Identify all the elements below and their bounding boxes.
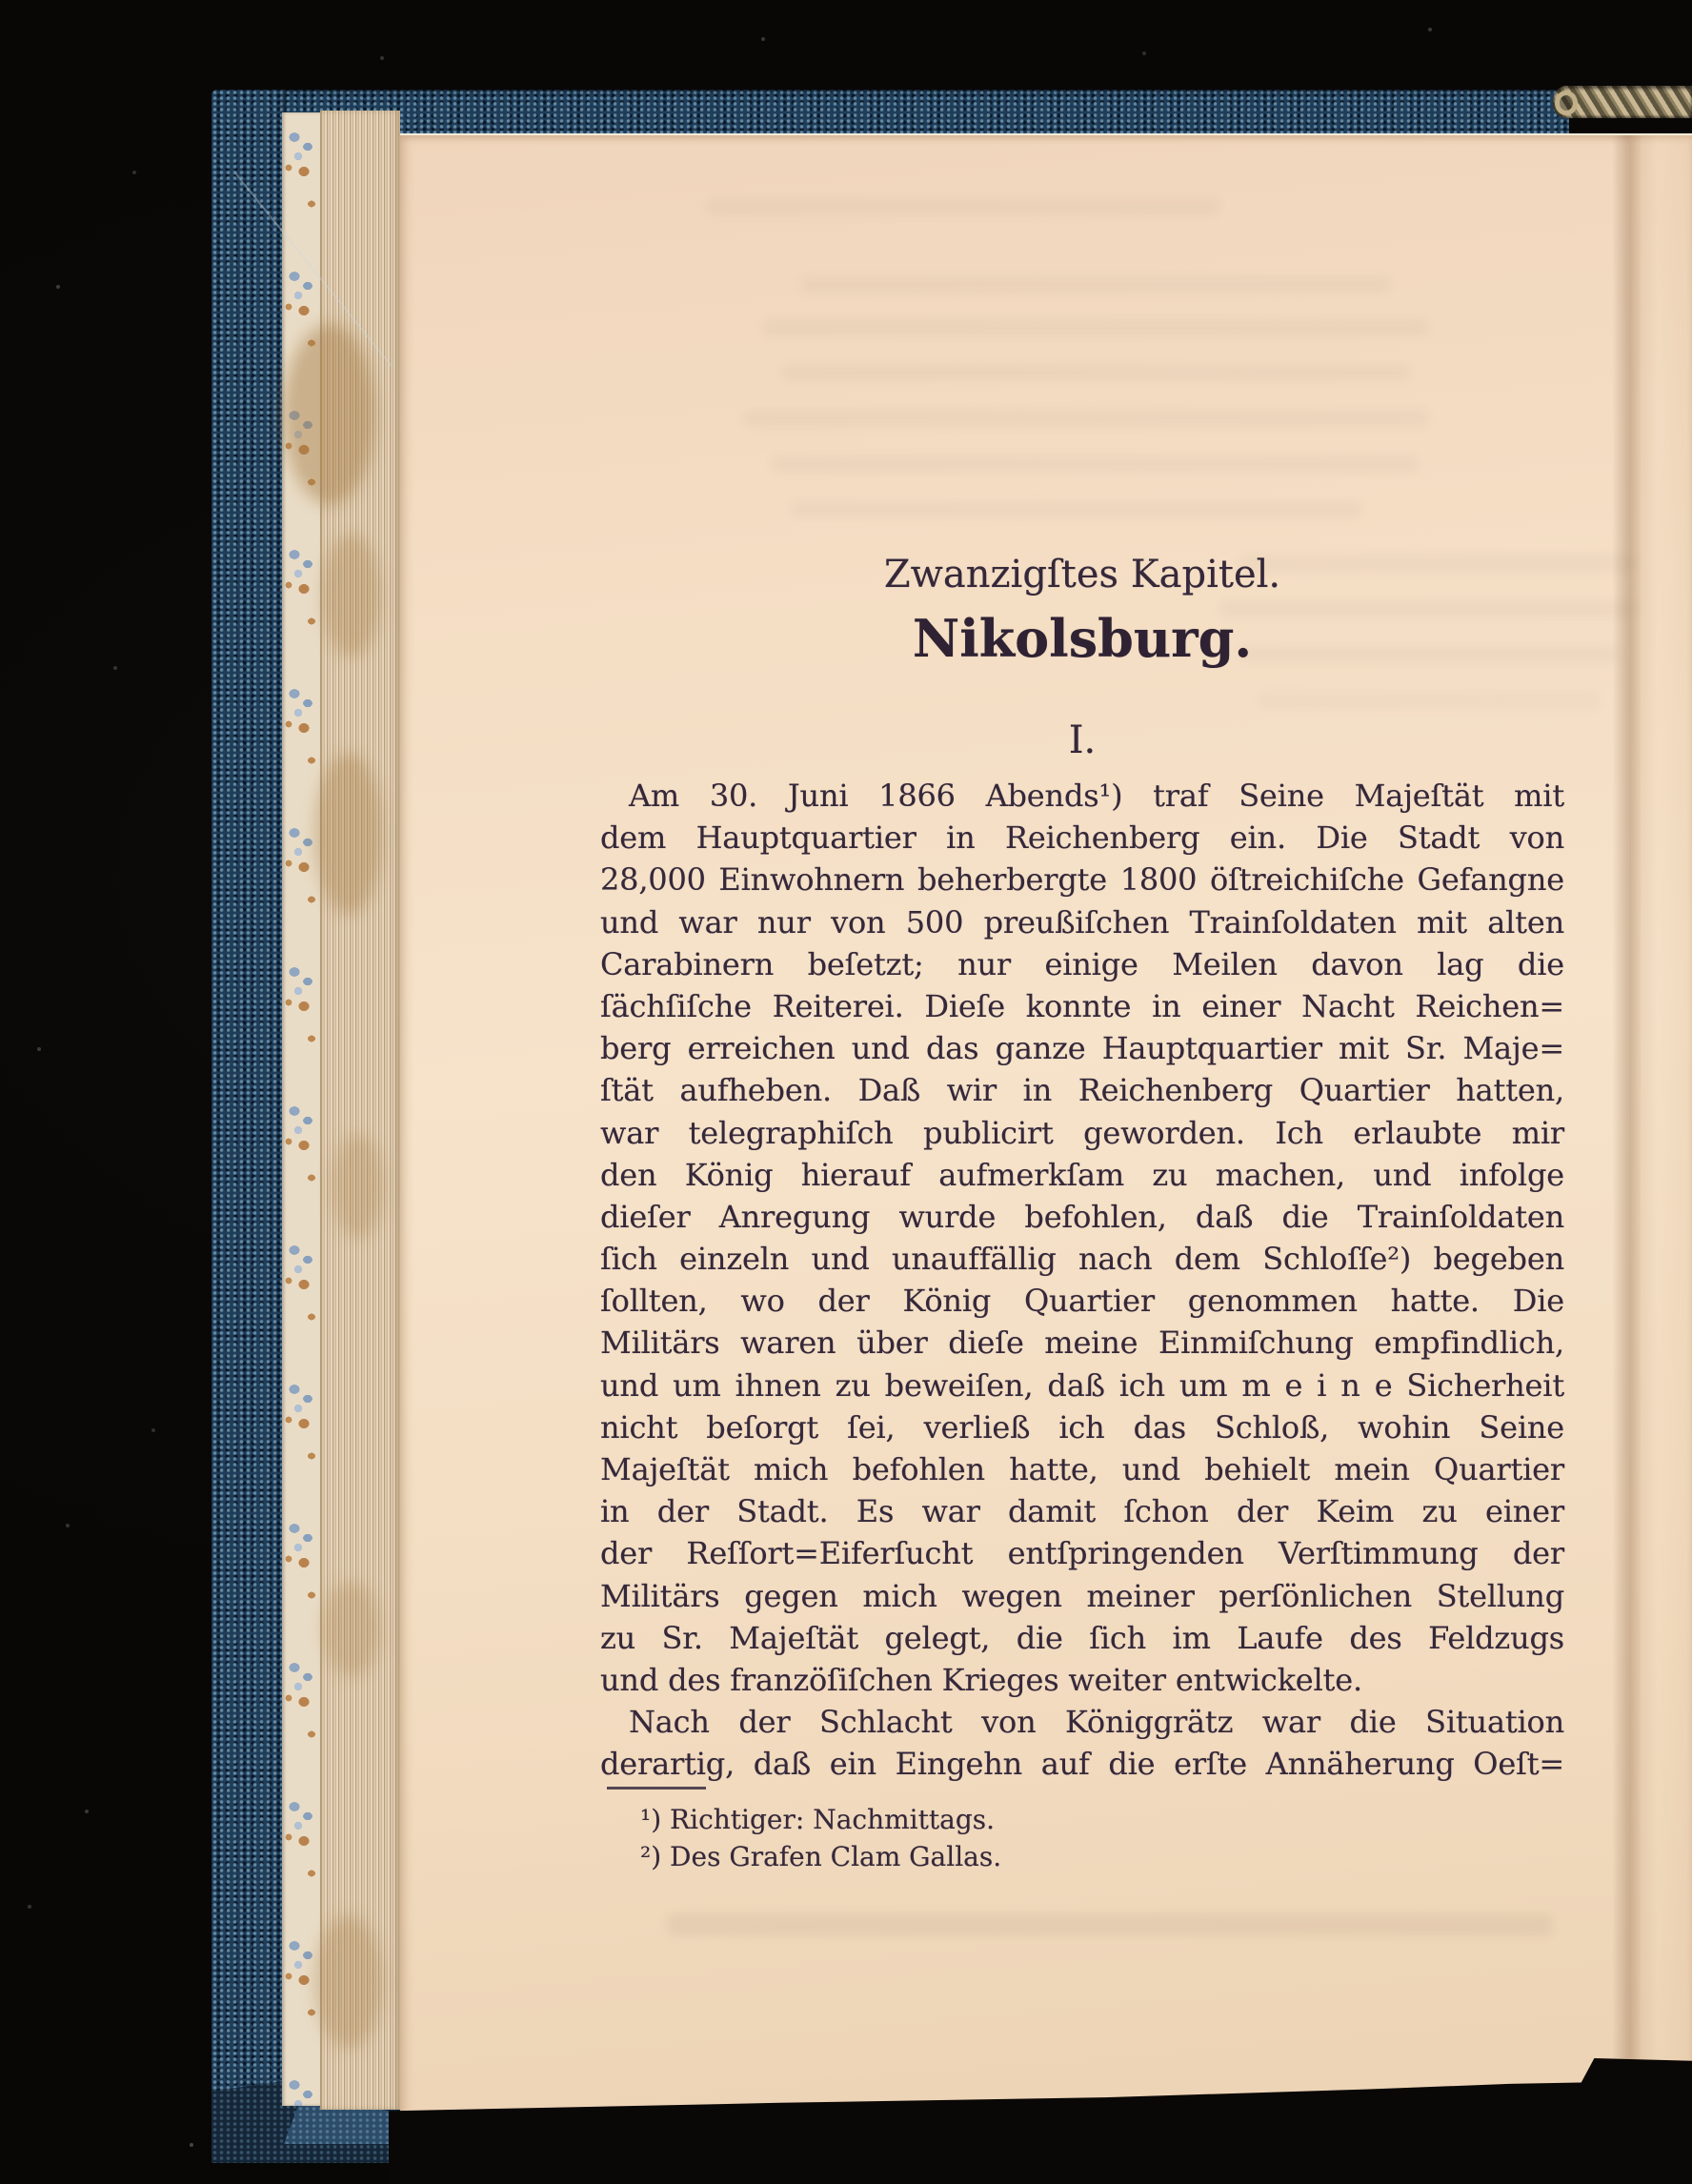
footnote-rule <box>607 1787 706 1790</box>
bleedthrough-ghost <box>772 455 1420 473</box>
body-lines <box>600 775 1564 1786</box>
stain <box>314 1915 383 2049</box>
body-line: war telegraphiſch publicirt geworden. Ich erlaubte mir <box>600 1114 1564 1151</box>
section-numeral: I. <box>1068 718 1097 762</box>
bleedthrough-ghost <box>1258 692 1601 709</box>
bleedthrough-ghost <box>800 276 1391 293</box>
body-line: dieſer Anregung wurde befohlen, daß die Trainſoldaten <box>600 1198 1564 1235</box>
body-line: und um ihnen zu beweiſen, daß ich um m e i n e Sicherheit <box>600 1366 1564 1404</box>
body-line: ſtät aufheben. Daß wir in Reichenberg Quartier hatten, <box>600 1072 1564 1109</box>
stain <box>314 753 383 915</box>
stain <box>284 324 375 505</box>
body-line: Militärs gegen mich wegen meiner perſönlichen Stellung <box>600 1577 1564 1614</box>
body-line: nicht beſorgt ſei, verließ ich das Schloß, wohin Seine <box>600 1408 1564 1446</box>
body-line: ſächſiſche Reiterei. Dieſe konnte in einer Nacht Reichen= <box>600 987 1564 1024</box>
stain <box>332 1134 385 1239</box>
body-line: 28,000 Einwohnern beherbergte 1800 öſtreichiſche Gefangne <box>600 861 1564 899</box>
body-line: dem Hauptquartier in Reichenberg ein. Die Stadt von <box>600 819 1564 857</box>
dust-specks <box>0 0 2 2</box>
bleedthrough-ghost <box>791 501 1362 518</box>
chapter-title: Nikolsburg. <box>912 608 1253 669</box>
footnote: ¹) Richtiger: Nachmittags. <box>640 1804 996 1835</box>
stain <box>322 534 381 657</box>
body-line: Majeſtät mich befohlen hatte, und behielt mein Quartier <box>600 1451 1564 1487</box>
bleedthrough-ghost <box>743 410 1429 427</box>
body-line: in der Stadt. Es war damit ſchon der Keim zu einer <box>600 1493 1564 1530</box>
headband-loop <box>1555 91 1578 115</box>
body-line: und des franzöſiſchen Krieges weiter entwickelte. <box>600 1661 1362 1698</box>
stain <box>322 1582 381 1677</box>
bleedthrough-ghost <box>705 198 1219 215</box>
body-line: und war nur von 500 preußiſchen Trainſoldaten mit alten <box>600 903 1564 940</box>
bleedthrough-ghost <box>667 1913 1553 1936</box>
book-cover-top-edge <box>212 90 1569 135</box>
footnotes <box>600 1801 1564 1875</box>
body-line: ſollten, wo der König Quartier genommen hatte. Die <box>600 1283 1564 1320</box>
book-cover-left-edge <box>212 90 286 2154</box>
body-line: ſich einzeln und unauffällig nach dem Schloſſe²) begeben <box>600 1241 1564 1278</box>
body-line: den König hierauf aufmerkſam zu machen, und infolge <box>600 1156 1564 1193</box>
body-line: berg erreichen und das ganze Hauptquartier mit Sr. Maje= <box>600 1030 1564 1067</box>
body-line: Am 30. Juni 1866 Abends¹) traf Seine Majeſtät mit <box>629 778 1564 814</box>
bleedthrough-ghost <box>762 319 1429 336</box>
facing-page-sliver <box>1629 135 1692 2152</box>
body-line: zu Sr. Majeſtät gelegt, die ſich im Laufe des Feldzugs <box>600 1619 1564 1656</box>
book-page <box>400 133 1692 2152</box>
body-line: Nach der Schlacht von Königgrätz war die Situation <box>629 1704 1564 1741</box>
body-line: Carabinern beſetzt; nur einige Meilen davon lag die <box>600 945 1564 982</box>
body-line: derartig, daß ein Eingehn auf die erſte Annäherung Oeſt= <box>600 1746 1564 1783</box>
bleedthrough-ghost <box>781 364 1410 381</box>
body-line: der Reſſort=Eiferſucht entſpringenden Verſtimmung der <box>600 1535 1564 1572</box>
body-line: Militärs waren über dieſe meine Einmiſchung empfindlich, <box>600 1325 1564 1362</box>
footnote: ²) Des Grafen Clam Gallas. <box>640 1841 1002 1872</box>
chapter-heading: Zwanzigſtes Kapitel. <box>883 553 1281 597</box>
